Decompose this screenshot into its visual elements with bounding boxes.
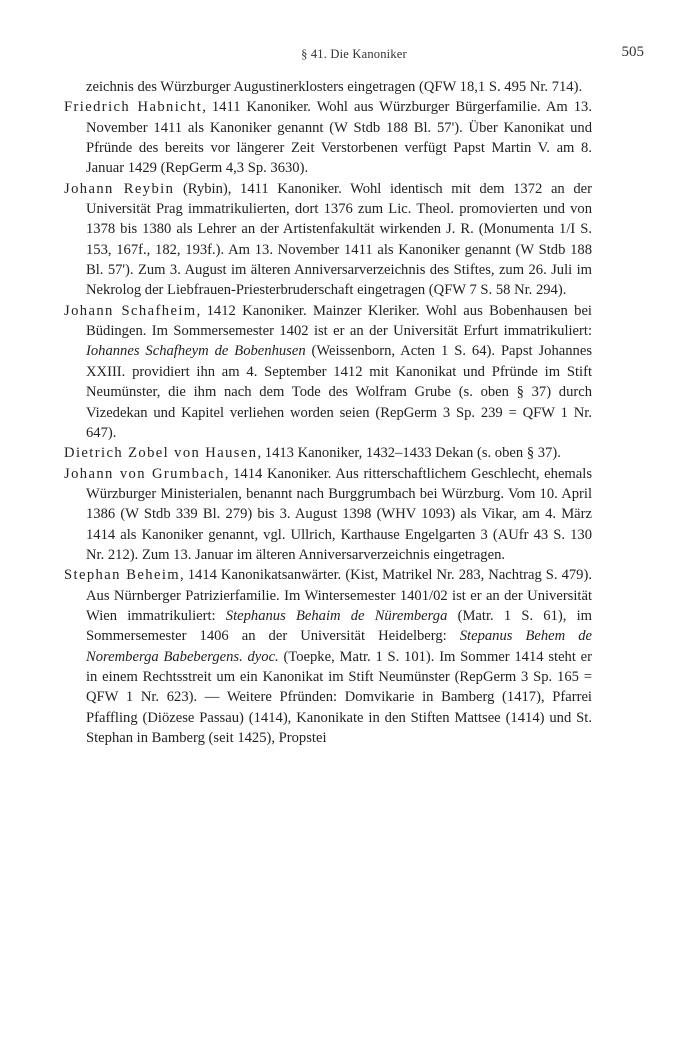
entry-quote: Iohannes Schafheym de Bobenhusen xyxy=(86,343,306,360)
entry-reybin xyxy=(64,179,592,301)
entry-text: , 1414 Kanoniker. Aus ritterschaftlichem Geschlecht, ehemals Würzburger Ministerialen, benannt nach Burggrumbach bei Würzburg. Vom 10. April 1386 (W Stdb 339 Bl. 279) bis 3. August 1398 (WHV 1093) als Vikar, am 4. März 1414 als Kanoniker genannt, vgl. Ullrich, Karthause Engelgarten 3 (AUfr 43 S. 130 Nr. 212). Zum 13. Januar im älteren Anniversarverzeichnis eingetragen. xyxy=(86,465,592,563)
entry-beheim xyxy=(64,565,592,748)
entry-name: Johann Reybin xyxy=(64,180,175,197)
entry-name: Stephan Beheim xyxy=(64,567,181,584)
entry-name: Dietrich Zobel von Hausen xyxy=(64,445,258,462)
page-number: 505 xyxy=(621,44,644,60)
page-body xyxy=(64,77,592,748)
entry-text: (Weissenborn, Acten 1 S. 64). Papst Johannes XXIII. providiert ihn am 4. September 1412 mit Kanonikat und Pfründe im Stift Neumünster, die ihm nach dem Tode des Wolfram Grube (s. oben § 37) durch Vizedekan und Kapitel verliehen worden seien (RepGerm 3 Sp. 239 = QFW 1 Nr. 647). xyxy=(86,343,593,441)
entry-quote: Stephanus Behaim de Nüremberga xyxy=(225,607,448,624)
entry-habnicht xyxy=(64,97,592,178)
entry-text: (Matr. 1 S. 61), im Sommersemester 1406 an der Universität Heidelberg: xyxy=(86,607,592,645)
entry-text: (Toepke, Matr. 1 S. 101). Im Sommer 1414 steht er in einem Rechtsstreit um ein Kanonikat im Stift Neumünster (RepGerm 3 Sp. 165 = QFW 1 Nr. 623). — Weitere Pfründen: Domvikarie in Bamberg (1417), Pfarrei Pfaffling (Diözese Passau) (1414), Kanonikate in den Stiften Mattsee (1414) und St. Stephan in Bamberg (seit 1425), Propstei xyxy=(86,648,592,746)
entry-name: Johann von Grumbach xyxy=(64,465,225,482)
entry-grumbach xyxy=(64,464,592,566)
entry-text: , 1411 Kanoniker. Wohl aus Würzburger Bürgerfamilie. Am 13. November 1411 als Kanoniker genannt (W Stdb 188 Bl. 57'). Über Kanonikat und Pfründe des bereits vor längerer Zeit Verstorbenen verfügt Papst Martin V. am 8. Januar 1429 (RepGerm 4,3 Sp. 3630). xyxy=(86,99,592,177)
entry-quote: Stepanus Behem de Noremberga Babebergens. dyoc. xyxy=(86,628,592,665)
entry-text: , 1412 Kanoniker. Mainzer Kleriker. Wohl aus Bobenhausen bei Büdingen. Im Sommersemester 1402 ist er an der Universität Erfurt immatrikuliert: xyxy=(86,302,592,340)
running-header xyxy=(64,44,644,66)
entry-schafheim xyxy=(64,301,592,443)
continued-entry xyxy=(64,77,592,97)
entry-text: , 1414 Kanonikatsanwärter. (Kist, Matrikel Nr. 283, Nachtrag S. 479). Aus Nürnberger Patrizierfamilie. Im Wintersemester 1401/02 ist er an der Universität Wien immatrikuliert: xyxy=(86,567,592,624)
entry-zobel xyxy=(64,443,592,463)
entry-text: zeichnis des Würzburger Augustinerklosters eingetragen (QFW 18,1 S. 495 Nr. 714). xyxy=(86,79,583,95)
entry-text: , 1413 Kanoniker, 1432–1433 Dekan (s. oben § 37). xyxy=(257,445,561,462)
running-title: § 41. Die Kanoniker xyxy=(301,47,407,61)
entry-text: (Rybin), 1411 Kanoniker. Wohl identisch mit dem 1372 an der Universität Prag immatrikulierten, dort 1376 zum Lic. Theol. promovierten und von 1378 bis 1380 als Lehrer an der Artistenfakultät wirkenden J. R. (Monumenta 1/I S. 153, 167f., 182, 193f.). Am 13. November 1411 als Kanoniker genannt (W Stdb 188 Bl. 57'). Zum 3. August im älteren Anniversarverzeichnis des Stiftes, zum 26. Juli im Nekrolog der Liebfrauen-Priesterbruderschaft eingetragen (QFW 7 S. 58 Nr. 294). xyxy=(86,180,592,299)
entry-name: Friedrich Habnicht xyxy=(64,99,203,116)
entry-name: Johann Schafheim xyxy=(64,302,197,319)
